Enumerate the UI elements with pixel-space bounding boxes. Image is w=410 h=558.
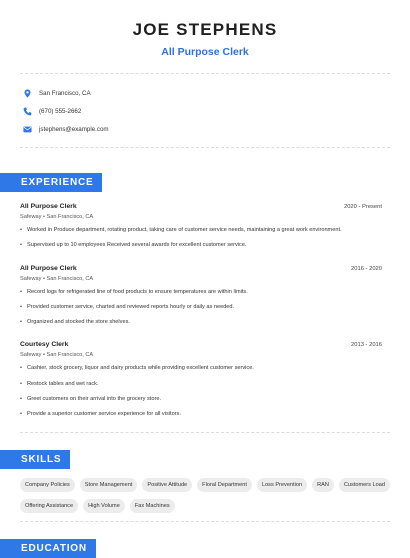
education-heading: EDUCATION — [0, 539, 96, 558]
job-bullet: • Organized and stocked the store shelves. — [20, 315, 382, 330]
job-company: Safeway • San Francisco, CA — [20, 352, 94, 359]
skills-list — [0, 469, 410, 513]
candidate-name: JOE STEPHENS — [132, 20, 278, 39]
job-entry — [0, 341, 410, 422]
job-bullet: • Worked in Produce department, rotating product, taking care of customer service needs, maintaining a great work environment. — [20, 223, 382, 238]
contact-phone — [22, 102, 410, 120]
contact-email[interactable] — [22, 120, 410, 138]
job-entry — [0, 265, 410, 331]
email-text[interactable]: jstephens@example.com — [39, 125, 109, 133]
job-title: All Purpose Clerk — [20, 203, 77, 210]
job-bullet: • Supervised up to 10 employees Received several awards for excellent customer service. — [20, 238, 382, 253]
envelope-icon — [22, 124, 32, 134]
contact-location — [22, 84, 410, 102]
job-title: Courtesy Clerk — [20, 341, 69, 349]
job-bullet: • Record logs for refrigerated line of food products to ensure temperatures are within limits. — [20, 285, 382, 300]
divider — [20, 432, 390, 433]
phone-icon — [22, 106, 32, 116]
job-bullet: • Cashier, stock grocery, liquor and dairy products while providing excellent customer service. — [20, 361, 382, 376]
job-bullet: • Provided customer service, charted and reviewed reports hourly or daily as needed. — [20, 300, 382, 315]
job-company: Safeway • San Francisco, CA — [20, 214, 94, 220]
job-company: Safeway • San Francisco, CA — [20, 275, 94, 282]
skill-chip: Fax Machines — [130, 499, 175, 513]
contact-list — [0, 74, 410, 138]
experience-heading: EXPERIENCE — [0, 173, 102, 192]
experience-section — [0, 172, 410, 423]
job-bullet: • Restock tables and wet rack. — [20, 377, 382, 392]
skill-chip: Company Policies — [20, 478, 75, 492]
skill-chip: Store Management — [80, 478, 138, 492]
job-dates: 2013 - 2016 — [351, 342, 382, 349]
skill-chip: Positive Attitude — [142, 478, 192, 492]
candidate-role: All Purpose Clerk — [161, 46, 249, 58]
divider — [20, 521, 390, 522]
skill-chip: Floral Department — [197, 478, 252, 492]
resume-header — [0, 0, 410, 58]
skills-section — [0, 449, 410, 513]
location-pin-icon — [22, 88, 32, 98]
education-section — [0, 538, 410, 558]
phone-text: (670) 555-2662 — [39, 107, 82, 115]
skill-chip: RAN — [312, 478, 334, 492]
job-entry — [0, 203, 410, 254]
job-bullet: • Greet customers on their arrival into the grocery store. — [20, 392, 382, 407]
divider — [20, 147, 390, 148]
job-title: All Purpose Clerk — [20, 264, 77, 272]
skill-chip: Loss Prevention — [257, 478, 307, 492]
skill-chip: Customers Load — [339, 478, 390, 492]
skills-heading: SKILLS — [0, 450, 70, 469]
job-bullet: • Provide a superior customer service experience for all visitors. — [20, 407, 382, 422]
location-text: San Francisco, CA — [39, 89, 91, 97]
job-dates: 2020 - Present — [343, 204, 382, 210]
skill-chip: High Volume — [83, 499, 125, 513]
job-dates: 2016 - 2020 — [351, 265, 382, 272]
skill-chip: Offering Assistance — [20, 499, 78, 513]
